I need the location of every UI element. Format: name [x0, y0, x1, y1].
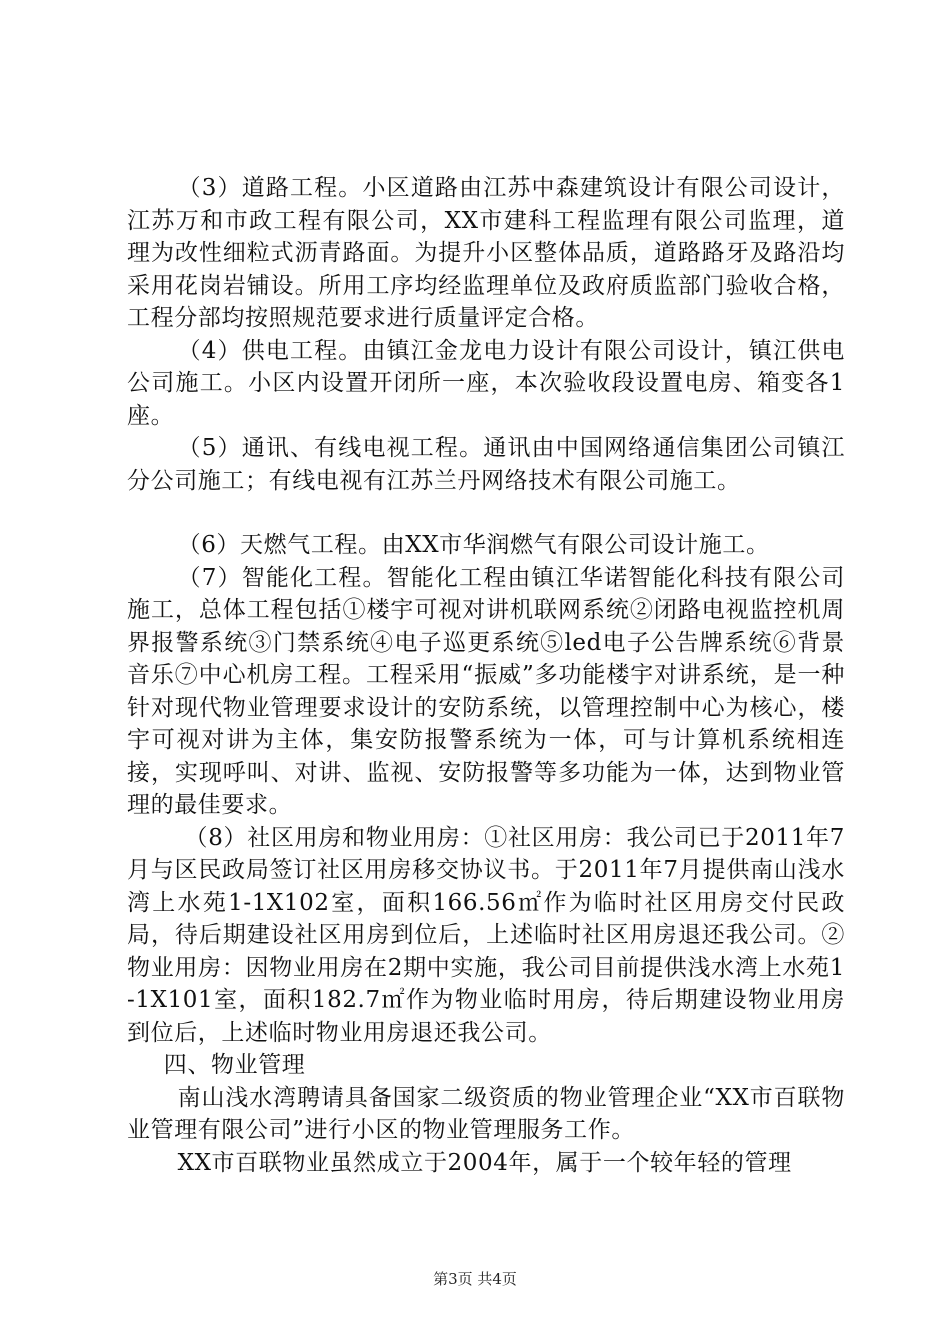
paragraph-property-company: 南山浅水湾聘请具备国家二级资质的物业管理企业“XX市百联物业管理有限公司”进行小区的物业管理服务工作。	[127, 1084, 845, 1143]
paragraph-telecom-cable-tv: （5）通讯、有线电视工程。通讯由中国网络通信集团公司镇江分公司施工；有线电视有江苏兰丹网络技术有限公司施工。	[127, 435, 845, 494]
paragraph-road-works: （3）道路工程。小区道路由江苏中森建筑设计有限公司设计，江苏万和市政工程有限公司，XX市建科工程监理有限公司监理，道理为改性细粒式沥青路面。为提升小区整体品质，道路路牙及路沿均采用花岗岩铺设。所用工序均经监理单位及政府质监部门验收合格，工程分部均按照规范要求进行质量评定合格。	[127, 175, 845, 331]
paragraph-community-property-rooms: （8）社区用房和物业用房：①社区用房：我公司已于2011年7月与区民政局签订社区用房移交协议书。于2011年7月提供南山浅水湾上水苑1-1X102室，面积166.56㎡作为临时社区用房交付民政局，待后期建设社区用房到位后，上述临时社区用房退还我公司。②物业用房：因物业用房在2期中实施，我公司目前提供浅水湾上水苑1-1X101室，面积182.7㎡作为物业临时用房，待后期建设物业用房到位后，上述临时物业用房退还我公司。	[127, 824, 845, 1046]
paragraph-natural-gas: （6）天燃气工程。由XX市华润燃气有限公司设计施工。	[177, 532, 770, 558]
document-body	[127, 172, 845, 1179]
section-heading-property-management: 四、物业管理	[163, 1052, 306, 1078]
paragraph-power-supply: （4）供电工程。由镇江金龙电力设计有限公司设计，镇江供电公司施工。小区内设置开闭所一座，本次验收段设置电房、箱变各1座。	[127, 337, 845, 429]
paragraph-company-history: XX市百联物业虽然成立于2004年，属于一个较年轻的管理	[177, 1149, 792, 1176]
page-number-footer: 第3页 共4页	[433, 1270, 517, 1288]
paragraph-intelligent-systems: （7）智能化工程。智能化工程由镇江华诺智能化科技有限公司施工，总体工程包括①楼宇可视对讲机联网系统②闭路电视监控机周界报警系统③门禁系统④电子巡更系统⑤led电子公告牌系统⑥背景音乐⑦中心机房工程。工程采用“振威”多功能楼宇对讲系统，是一种针对现代物业管理要求设计的安防系统，以管理控制中心为核心，楼宇可视对讲为主体，集安防报警系统为一体，可与计算机系统相连接，实现呼叫、对讲、监视、安防报警等多功能为一体，达到物业管理的最佳要求。	[127, 564, 845, 818]
